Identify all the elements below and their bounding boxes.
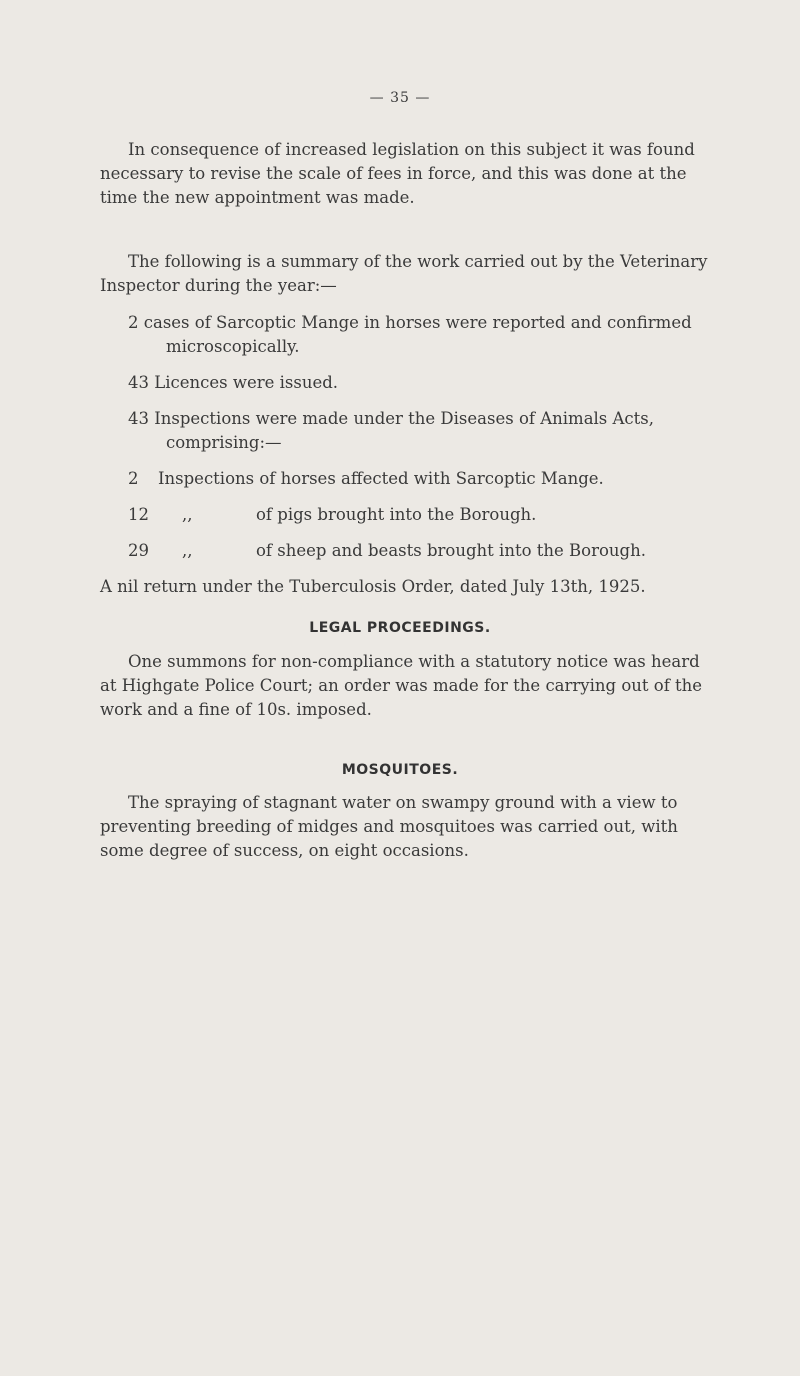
mosquitoes-heading: MOSQUITOES.	[341, 762, 459, 778]
inspection-count: 2	[128, 469, 139, 488]
nil-return-text: A nil return under the Tuberculosis Order, dated July 13th, 1925.	[100, 577, 646, 596]
summary-item-text: 43 Licences were issued.	[128, 373, 339, 392]
legal-paragraph	[100, 650, 712, 722]
page-number: — 35 —	[369, 90, 431, 106]
ditto-mark: ,,	[182, 505, 193, 524]
summary-item-3	[100, 407, 712, 455]
ditto-mark: ,,	[182, 541, 193, 560]
summary-intro-text: The following is a summary of the work carried out by the Veterinary Inspector during the year:—	[100, 252, 708, 295]
summary-item-text: 43 Inspections were made under the Diseases of Animals Acts, comprising:—	[128, 409, 655, 452]
summary-item-1	[100, 311, 712, 359]
nil-return-item	[100, 575, 712, 599]
inspection-description: Inspections of horses affected with Sarcoptic Mange.	[158, 469, 604, 488]
summary-item-text: 2 cases of Sarcoptic Mange in horses were reported and confirmed microscopically.	[128, 313, 692, 356]
intro-paragraph	[100, 138, 712, 210]
inspection-description: of pigs brought into the Borough.	[256, 505, 537, 524]
mosquitoes-paragraph	[100, 791, 712, 863]
inspection-count: 12	[128, 505, 149, 524]
summary-item-2	[100, 371, 712, 395]
summary-intro-paragraph	[100, 250, 712, 298]
legal-text: One summons for non-compliance with a statutory notice was heard at Highgate Police Court; an order was made for the carrying out of the work and a fine of 10s. imposed.	[100, 652, 703, 719]
intro-text: In consequence of increased legislation on this subject it was found necessary to revise the scale of fees in force, and this was done at the time the new appointment was made.	[100, 140, 695, 207]
legal-proceedings-heading: LEGAL PROCEEDINGS.	[309, 620, 491, 636]
mosquitoes-text: The spraying of stagnant water on swampy ground with a view to preventing breeding of midges and mosquitoes was carried out, with some degree of success, on eight occasions.	[100, 793, 678, 860]
inspection-description: of sheep and beasts brought into the Borough.	[256, 541, 646, 560]
inspection-count: 29	[128, 541, 149, 560]
